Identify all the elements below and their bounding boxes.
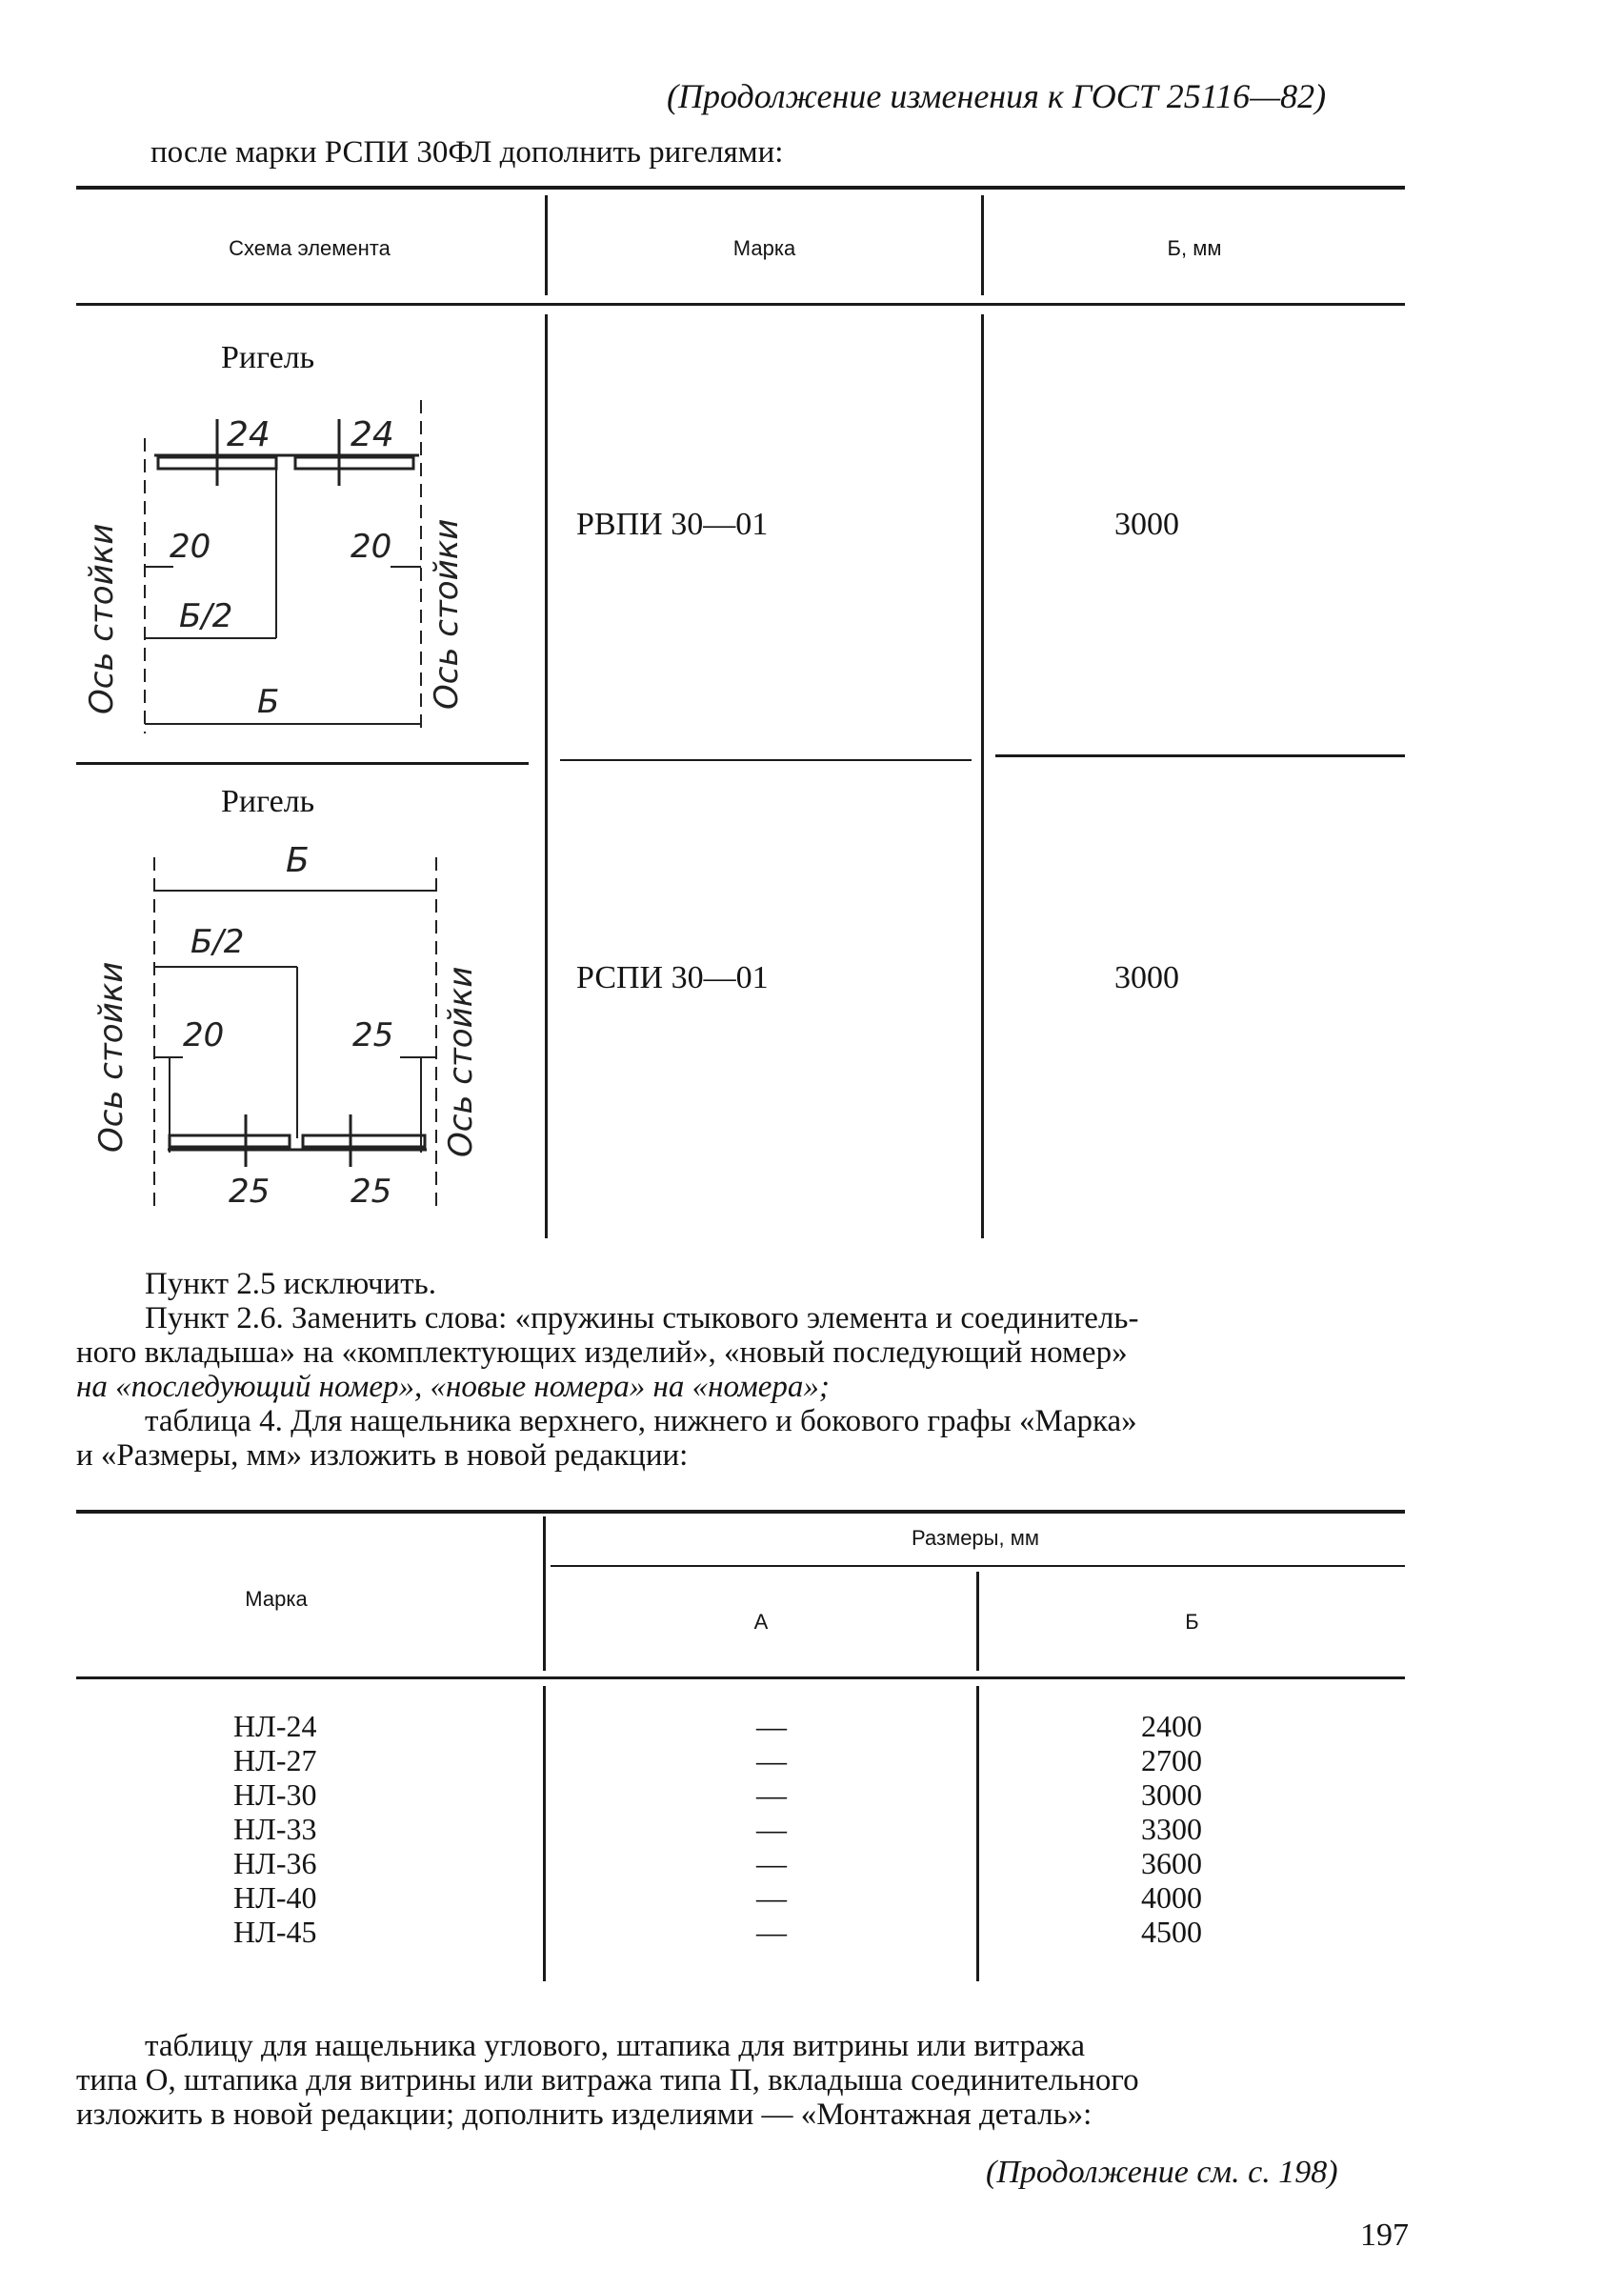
list-item: — xyxy=(756,1743,787,1777)
list-item: — xyxy=(756,1812,787,1846)
table1-body-divider-2 xyxy=(981,314,984,1238)
table2-marks-column xyxy=(233,1709,316,1949)
row1-axis-left: Ось стойки xyxy=(83,523,121,714)
table2-top-rule xyxy=(76,1510,1405,1514)
list-item: — xyxy=(756,1880,787,1915)
table1-body-divider-1 xyxy=(545,314,548,1238)
list-item: 3000 xyxy=(1141,1777,1202,1812)
row1-rigel-diagram xyxy=(76,381,543,753)
row2-scheme-title: Ригель xyxy=(221,784,315,819)
paragraph-2-6-line2: ного вкладыша» на «комплектующих изделий», «новый последующий номер» xyxy=(76,1335,1128,1370)
row2-axis-right: Ось стойки xyxy=(442,966,480,1157)
row1-dim-d3: 20 xyxy=(170,528,211,566)
closing-line2: типа О, штапика для витрины или витража типа П, вкладыша соединительного xyxy=(76,2063,1139,2097)
row2-dim-d3: 25 xyxy=(229,1173,271,1211)
paragraph-2-5: Пункт 2.5 исключить. xyxy=(145,1267,436,1301)
table2-sizes-rule xyxy=(551,1565,1405,1567)
row1-dim-half: Б/2 xyxy=(179,597,233,635)
table1-header-b: Б, мм xyxy=(1167,236,1222,260)
row2-dim-d2: 25 xyxy=(352,1016,394,1054)
table1-header-rule xyxy=(76,303,1405,306)
paragraph-table4-line2: и «Размеры, мм» изложить в новой редакции: xyxy=(76,1438,689,1473)
row1-axis-right: Ось стойки xyxy=(428,518,466,710)
row1-b: 3000 xyxy=(1114,507,1179,542)
table2-header-b: Б xyxy=(1185,1610,1199,1634)
table2-a-column xyxy=(724,1709,819,1949)
table2-header-a: А xyxy=(753,1610,769,1634)
row2-dim-d1: 20 xyxy=(183,1016,225,1054)
paragraph-2-6-line3: на «последующий номер», «новые номера» на «номера»; xyxy=(76,1370,830,1404)
table2-header-marka: Марка xyxy=(245,1587,308,1611)
list-item: 3600 xyxy=(1141,1846,1202,1880)
list-item: НЛ-40 xyxy=(233,1880,317,1915)
paragraph-table4-line1: таблица 4. Для нащельника верхнего, нижнего и бокового графы «Марка» xyxy=(145,1404,1137,1438)
page-header-continuation: (Продолжение изменения к ГОСТ 25116—82) xyxy=(667,77,1327,115)
row2-axis-left: Ось стойки xyxy=(92,961,130,1153)
list-item: — xyxy=(756,1846,787,1880)
row1-scheme-title: Ригель xyxy=(221,340,315,375)
closing-line3: изложить в новой редакции; дополнить изделиями — «Монтажная деталь»: xyxy=(76,2097,1093,2132)
list-item: 2400 xyxy=(1141,1709,1202,1743)
row2-dim-d4: 25 xyxy=(351,1173,392,1211)
table2-b-column xyxy=(1076,1709,1267,1949)
list-item: НЛ-33 xyxy=(233,1812,317,1846)
list-item: 4000 xyxy=(1141,1880,1202,1915)
closing-line1: таблицу для нащельника углового, штапика для витрины или витража xyxy=(145,2029,1086,2063)
list-item: — xyxy=(756,1709,787,1743)
paragraph-2-6-line1: Пункт 2.6. Заменить слова: «пружины стыкового элемента и соединитель- xyxy=(145,1301,1139,1335)
list-item: — xyxy=(756,1915,787,1949)
row2-dim-half: Б/2 xyxy=(190,923,245,961)
table1-header-marka: Марка xyxy=(732,236,796,260)
table2-body-divider-2 xyxy=(976,1686,979,1981)
list-item: — xyxy=(756,1777,787,1812)
list-item: 4500 xyxy=(1141,1915,1202,1949)
row2-dim-full: Б xyxy=(286,841,310,880)
list-item: НЛ-45 xyxy=(233,1915,317,1949)
list-item: НЛ-27 xyxy=(233,1743,317,1777)
row1-dim-d2: 24 xyxy=(351,415,394,454)
table1-header-scheme: Схема элемента xyxy=(229,236,391,260)
list-item: 2700 xyxy=(1141,1743,1202,1777)
row1-marka: РВПИ 30—01 xyxy=(576,507,769,542)
footer-continuation: (Продолжение см. с. 198) xyxy=(986,2155,1338,2190)
row2-marka: РСПИ 30—01 xyxy=(576,960,769,995)
table2-header-rule xyxy=(76,1676,1405,1679)
list-item: НЛ-36 xyxy=(233,1846,317,1880)
table1-top-rule xyxy=(76,186,1405,190)
list-item: НЛ-24 xyxy=(233,1709,317,1743)
row2-rigel-diagram xyxy=(76,829,543,1229)
table1-row-rule-scheme xyxy=(76,762,529,765)
page-number: 197 xyxy=(1360,2218,1409,2253)
row1-dim-d4: 20 xyxy=(351,528,392,566)
list-item: НЛ-30 xyxy=(233,1777,317,1812)
table1-row-rule-marka xyxy=(560,759,972,761)
row1-dim-full: Б xyxy=(257,683,280,721)
table1-row-rule-b xyxy=(995,754,1405,757)
list-item: 3300 xyxy=(1141,1812,1202,1846)
intro-text: после марки РСПИ 30ФЛ дополнить ригелями: xyxy=(150,135,784,170)
table2-header-sizes: Размеры, мм xyxy=(912,1526,1039,1550)
row2-b: 3000 xyxy=(1114,960,1179,995)
table2-body-divider-1 xyxy=(543,1686,546,1981)
row1-dim-d1: 24 xyxy=(227,415,271,454)
